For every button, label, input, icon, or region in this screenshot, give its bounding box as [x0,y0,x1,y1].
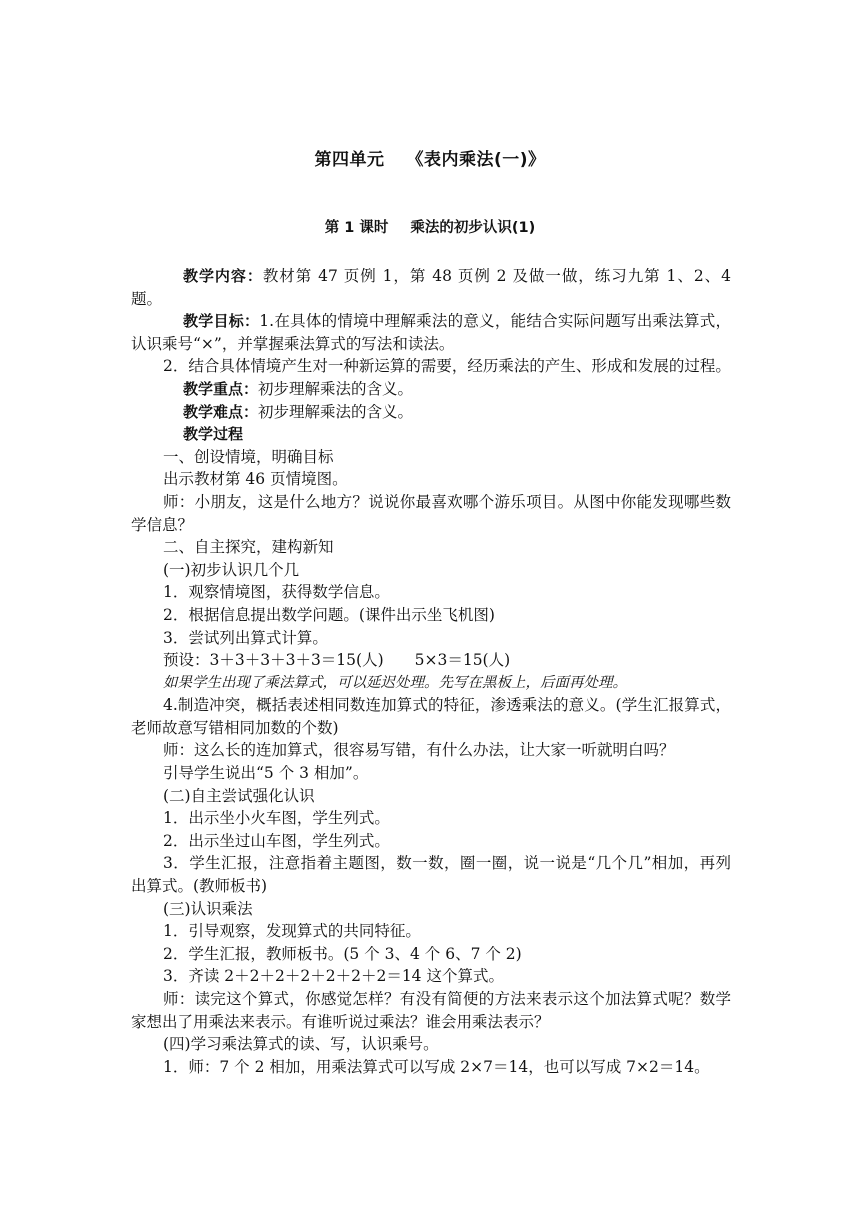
section-heading: 教学过程 [183,425,244,444]
section-heading: 二、自主探究，建构新知 [163,538,334,557]
paragraph: 师：小朋友，这是什么地方？说说你最喜欢哪个游乐项目。从图中你能发现哪些数学信息？ [131,492,731,534]
paragraph: 1．师：7 个 2 相加，用乘法算式可以写成 2×7＝14，也可以写成 7×2＝14。 [163,1057,710,1076]
unit-name: 《表内乘法(一)》 [406,150,546,170]
unit-number: 第四单元 [314,150,385,170]
lesson-name: 乘法的初步认识(1) [410,220,536,236]
subsection-heading: (三)认识乘法 [163,899,253,918]
lesson-number: 第 1 课时 [324,220,389,236]
paragraph: 3．齐读 2＋2＋2＋2＋2＋2＋2＝14 这个算式。 [163,967,504,986]
paragraph: 4.制造冲突，概括表述相同数连加算式的特征，渗透乘法的意义。(学生汇报算式，老师故意写错相同加数的个数) [131,696,731,737]
paragraph: 2．根据信息提出数学问题。(课件出示坐飞机图) [163,605,495,624]
paragraph: 1．出示坐小火车图，学生列式。 [163,809,390,828]
unit-title [0,145,860,170]
paragraph: 1．引导观察，发现算式的共同特征。 [163,922,421,941]
paragraph: 引导学生说出“5 个 3 相加”。 [163,764,369,783]
teaching-goals: 教学目标：1.在具体的情境中理解乘法的意义，能结合实际问题写出乘法算式，认识乘号“×”，并掌握乘法算式的写法和读法。 [131,312,731,353]
paragraph: 2．结合具体情境产生对一种新运算的需要，经历乘法的产生、形成和发展的过程。 [163,357,731,376]
subsection-heading: (四)学习乘法算式的读、写，认识乘号。 [163,1035,439,1054]
teaching-difficulty: 教学难点：初步理解乘法的含义。 [183,402,414,421]
paragraph: 师：读完这个算式，你感觉怎样？有没有简便的方法来表示这个加法算式呢？数学家想出了用乘法来表示。有谁听说过乘法？谁会用乘法表示？ [131,990,731,1031]
paragraph: 1．观察情境图，获得数学信息。 [163,583,390,602]
subsection-heading: (二)自主尝试强化认识 [163,786,315,805]
paragraph: 3．尝试列出算式计算。 [163,628,328,647]
paragraph: 出示教材第 46 页情境图。 [163,470,348,489]
subsection-heading: (一)初步认识几个几 [163,560,300,579]
teaching-content: 教学内容：教材第 47 页例 1，第 48 页例 2 及做一做，练习九第 1、2、4 题。 [131,267,731,308]
paragraph: 师：这么长的连加算式，很容易写错，有什么办法，让大家一听就明白吗？ [163,741,675,760]
teaching-key-point: 教学重点：初步理解乘法的含义。 [183,379,414,398]
section-heading: 一、创设情境，明确目标 [163,447,334,466]
paragraph: 2．出示坐过山车图，学生列式。 [163,831,390,850]
lesson-body [131,265,731,1078]
lesson-title [0,216,860,237]
teacher-note: 如果学生出现了乘法算式，可以延迟处理。先写在黑板上，后面再处理。 [163,674,627,691]
paragraph: 3．学生汇报，注意指着主题图，数一数，圈一圈，说一说是“几个几”相加，再列出算式。(教师板书) [131,854,731,896]
paragraph: 预设：3＋3＋3＋3＋3＝15(人) 5×3＝15(人) [163,651,511,670]
paragraph: 2．学生汇报，教师板书。(5 个 3、4 个 6、7 个 2) [163,944,522,963]
